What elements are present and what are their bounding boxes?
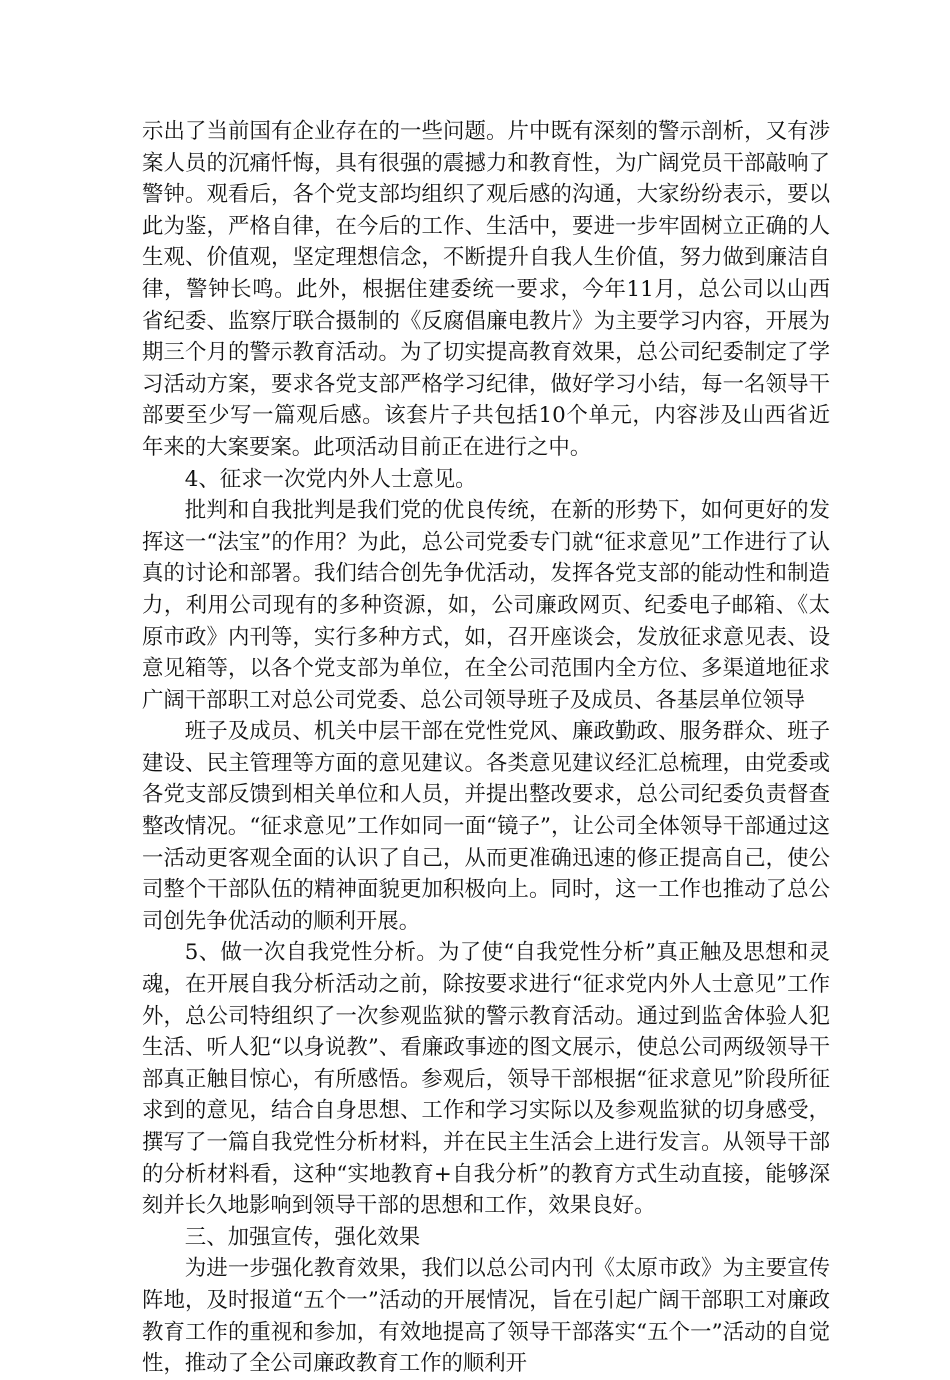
document-body: [142, 116, 830, 1380]
paragraph-feedback: 班子及成员、机关中层干部在党性党风、廉政勤政、服务群众、班子建设、民主管理等方面的意见建议。各类意见建议经汇总梳理，由党委或各党支部反馈到相关单位和人员，并提出整改要求，总公司纪委负责督查整改情况。“征求意见”工作如同一面“镜子”，让公司全体领导干部通过这一活动更客观全面的认识了自己，从而更准确迅速的修正提高自己，使公司整个干部队伍的精神面貌更加积极向上。同时，这一工作也推动了总公司创先争优活动的顺利开展。: [142, 719, 830, 934]
section-heading-3: 三、加强宣传，强化效果: [184, 1224, 421, 1250]
paragraph-publicity: 为进一步强化教育效果，我们以总公司内刊《太原市政》为主要宣传阵地，及时报道“五个一”活动的开展情况，旨在引起广阔干部职工对廉政教育工作的重视和参加，有效地提高了领导干部落实“五个一”活动的自觉性，推动了全公司廉政教育工作的顺利开: [142, 1256, 830, 1377]
paragraph-continued: 示出了当前国有企业存在的一些问题。片中既有深刻的警示剖析，又有涉案人员的沉痛忏悔，具有很强的震撼力和教育性，为广阔党员干部敲响了警钟。观看后，各个党支部均组织了观后感的沟通，大家纷纷表示，要以此为鉴，严格自律，在今后的工作、生活中，要进一步牢固树立正确的人生观、价值观，坚定理想信念，不断提升自我人生价值，努力做到廉洁自律，警钟长鸣。此外，根据住建委统一要求，今年11月，总公司以山西省纪委、监察厅联合摄制的《反腐倡廉电教片》为主要学习内容，开展为期三个月的警示教育活动。为了切实提高教育效果，总公司纪委制定了学习活动方案，要求各党支部严格学习纪律，做好学习小结，每一名领导干部要至少写一篇观后感。该套片子共包括10个单元，内容涉及山西省近年来的大案要案。此项活动目前正在进行之中。: [142, 119, 830, 460]
paragraph-self-analysis: 5、做一次自我党性分析。为了使“自我党性分析”真正触及思想和灵魂，在开展自我分析活动之前，除按要求进行“征求党内外人士意见”工作外，总公司特组织了一次参观监狱的警示教育活动。通过到监舍体验人犯生活、听人犯“以身说教”、看廉政事迹的图文展示，使总公司两级领导干部真正触目惊心，有所感悟。参观后，领导干部根据“征求意见”阶段所征求到的意见，结合自身思想、工作和学习实际以及参观监狱的切身感受，撰写了一篇自我党性分析材料，并在民主生活会上进行发言。从领导干部的分析材料看，这种“实地教育+自我分析”的教育方式生动直接，能够深刻并长久地影响到领导干部的思想和工作，效果良好。: [142, 940, 830, 1219]
paragraph-criticism: 批判和自我批判是我们党的优良传统，在新的形势下，如何更好的发挥这一“法宝”的作用？为此，总公司党委专门就“征求意见”工作进行了认真的讨论和部署。我们结合创先争优活动，发挥各党支部的能动性和制造力，利用公司现有的多种资源，如，公司廉政网页、纪委电子邮箱、《太原市政》内刊等，实行多种方式，如，召开座谈会，发放征求意见表、设意见箱等，以各个党支部为单位，在全公司范围内全方位、多渠道地征求广阔干部职工对总公司党委、总公司领导班子及成员、各基层单位领导: [142, 498, 830, 713]
section-item-heading-4: 4、征求一次党内外人士意见。: [184, 466, 477, 492]
